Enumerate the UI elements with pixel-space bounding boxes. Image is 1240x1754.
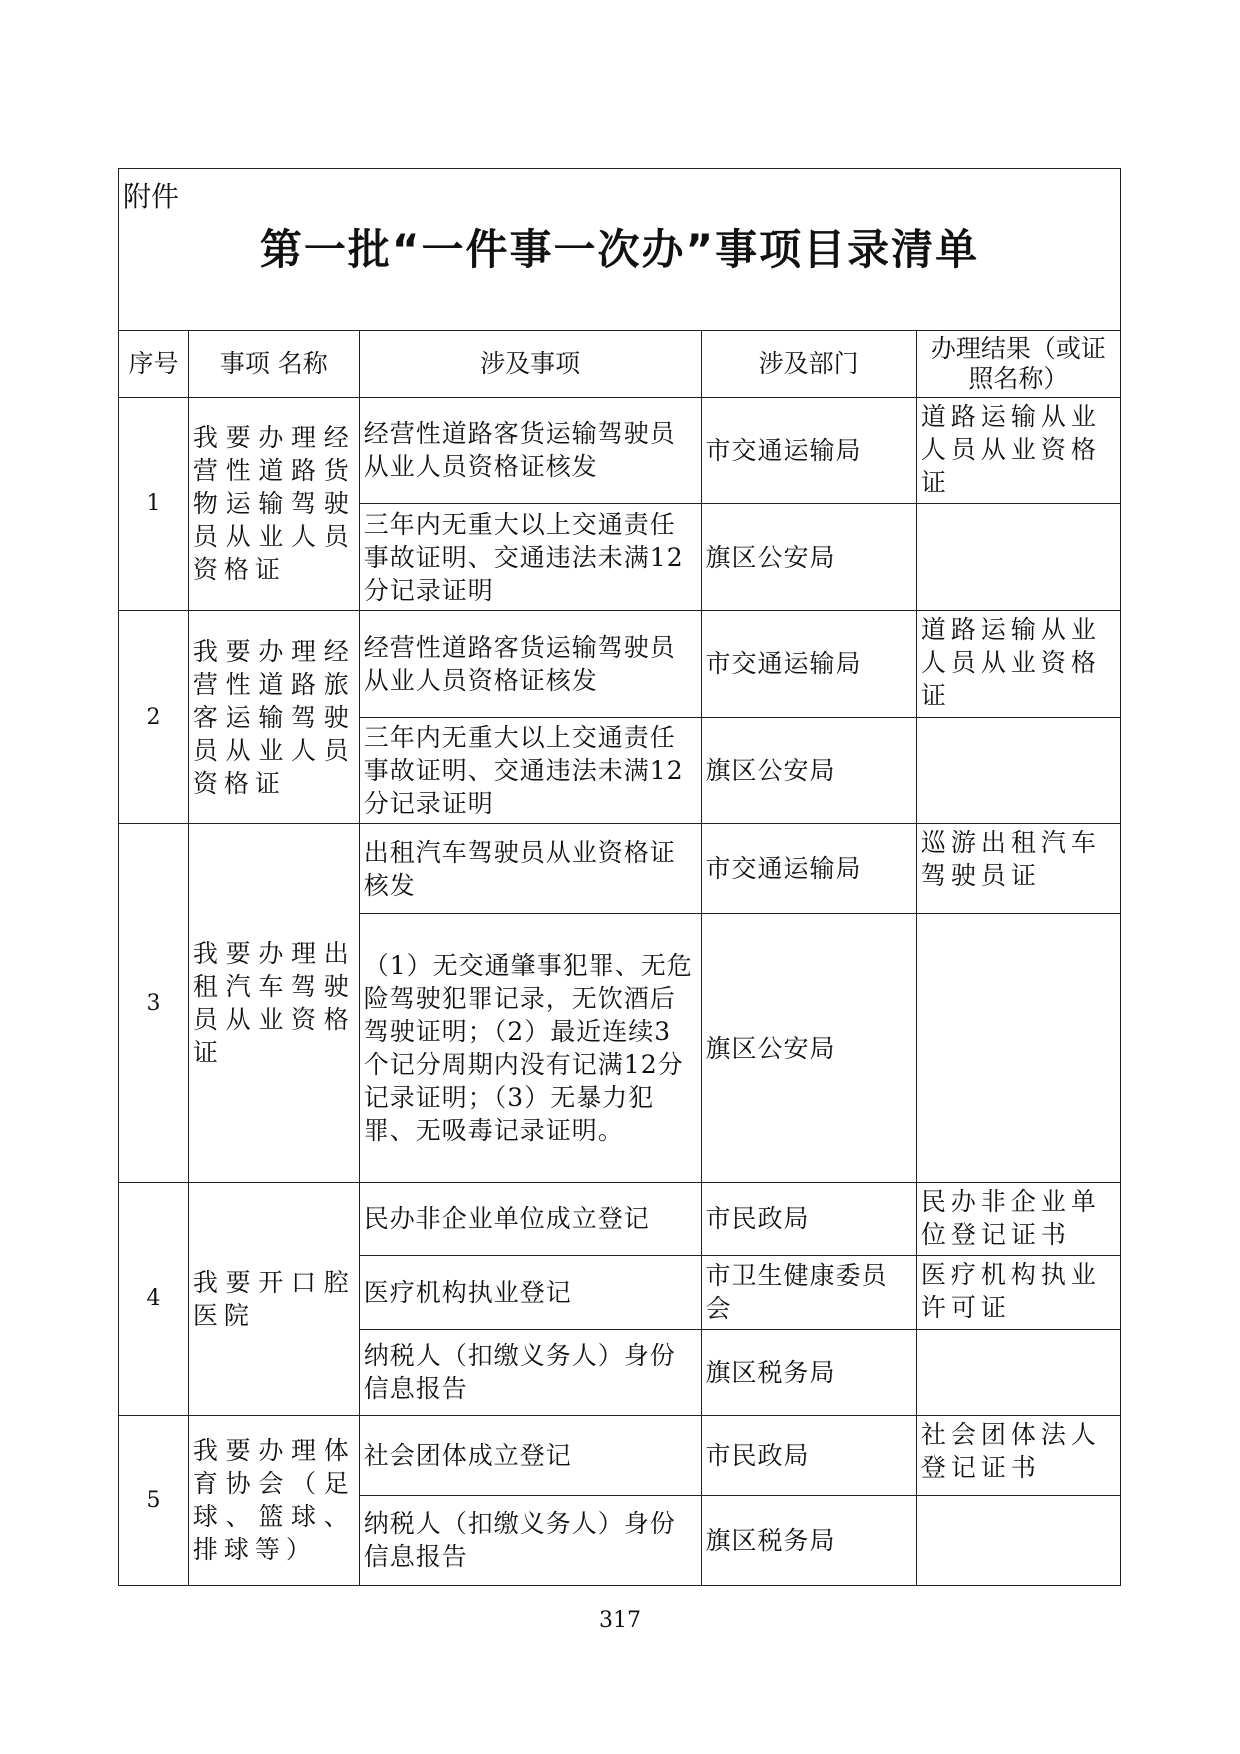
document-frame <box>118 168 1121 1586</box>
row-item: 纳税人（扣缴义务人）身份信息报告 <box>359 1329 701 1415</box>
row-result: 巡游出租汽车驾驶员证 <box>916 824 1120 914</box>
header-name: 事项 名称 <box>188 331 359 398</box>
row-result <box>916 914 1120 1183</box>
row-dept: 市交通运输局 <box>701 824 916 914</box>
table-header-row <box>119 331 1121 398</box>
row-dept: 市民政局 <box>701 1182 916 1255</box>
row-item: 三年内无重大以上交通责任事故证明、交通违法未满12分记录证明 <box>359 717 701 824</box>
row-item: （1）无交通肇事犯罪、无危险驾驶犯罪记录，无饮酒后驾驶证明；（2）最近连续3个记分周期内没有记满12分记录证明；（3）无暴力犯罪、无吸毒记录证明。 <box>359 914 701 1183</box>
row-dept: 旗区公安局 <box>701 717 916 824</box>
row-seq: 1 <box>119 397 189 610</box>
row-seq: 4 <box>119 1182 189 1415</box>
attachment-label: 附件 <box>123 180 180 213</box>
row-result <box>916 504 1120 611</box>
row-name: 我要办理经营性道路货物运输驾驶员从业人员资格证 <box>188 397 359 610</box>
row-dept: 市交通运输局 <box>701 610 916 717</box>
row-dept: 市卫生健康委员会 <box>701 1255 916 1329</box>
header-items: 涉及事项 <box>359 331 701 398</box>
row-name: 我要开口腔医院 <box>188 1182 359 1415</box>
row-result <box>916 1495 1120 1585</box>
row-dept: 旗区税务局 <box>701 1329 916 1415</box>
row-item: 经营性道路客货运输驾驶员从业人员资格证核发 <box>359 610 701 717</box>
row-result: 道路运输从业人员从业资格证 <box>916 397 1120 504</box>
catalog-table <box>118 330 1121 1586</box>
row-item: 医疗机构执业登记 <box>359 1255 701 1329</box>
page-number: 317 <box>599 1608 641 1633</box>
table-row <box>119 610 1121 717</box>
row-name: 我要办理出租汽车驾驶员从业资格证 <box>188 824 359 1183</box>
row-dept: 市交通运输局 <box>701 397 916 504</box>
table-row <box>119 397 1121 504</box>
row-item: 出租汽车驾驶员从业资格证核发 <box>359 824 701 914</box>
header-seq: 序号 <box>119 331 189 398</box>
row-item: 经营性道路客货运输驾驶员从业人员资格证核发 <box>359 397 701 504</box>
row-result: 医疗机构执业许可证 <box>916 1255 1120 1329</box>
row-dept: 市民政局 <box>701 1415 916 1495</box>
table-row <box>119 1415 1121 1495</box>
row-result: 民办非企业单位登记证书 <box>916 1182 1120 1255</box>
row-name: 我要办理体育协会（足球、篮球、排球等） <box>188 1415 359 1585</box>
page-title: 第一批“一件事一次办”事项目录清单 <box>259 225 980 274</box>
row-item: 纳税人（扣缴义务人）身份信息报告 <box>359 1495 701 1585</box>
row-seq: 3 <box>119 824 189 1183</box>
row-result: 道路运输从业人员从业资格证 <box>916 610 1120 717</box>
row-dept: 旗区税务局 <box>701 1495 916 1585</box>
row-result: 社会团体法人登记证书 <box>916 1415 1120 1495</box>
row-seq: 5 <box>119 1415 189 1585</box>
header-box <box>118 168 1121 331</box>
row-item: 社会团体成立登记 <box>359 1415 701 1495</box>
row-dept: 旗区公安局 <box>701 504 916 611</box>
row-item: 三年内无重大以上交通责任事故证明、交通违法未满12分记录证明 <box>359 504 701 611</box>
table-row <box>119 824 1121 914</box>
row-dept: 旗区公安局 <box>701 914 916 1183</box>
table-row <box>119 1182 1121 1255</box>
row-name: 我要办理经营性道路旅客运输驾驶员从业人员资格证 <box>188 610 359 823</box>
header-dept: 涉及部门 <box>701 331 916 398</box>
header-result: 办理结果（或证照名称） <box>916 331 1120 398</box>
row-item: 民办非企业单位成立登记 <box>359 1182 701 1255</box>
row-result <box>916 1329 1120 1415</box>
row-seq: 2 <box>119 610 189 823</box>
row-result <box>916 717 1120 824</box>
